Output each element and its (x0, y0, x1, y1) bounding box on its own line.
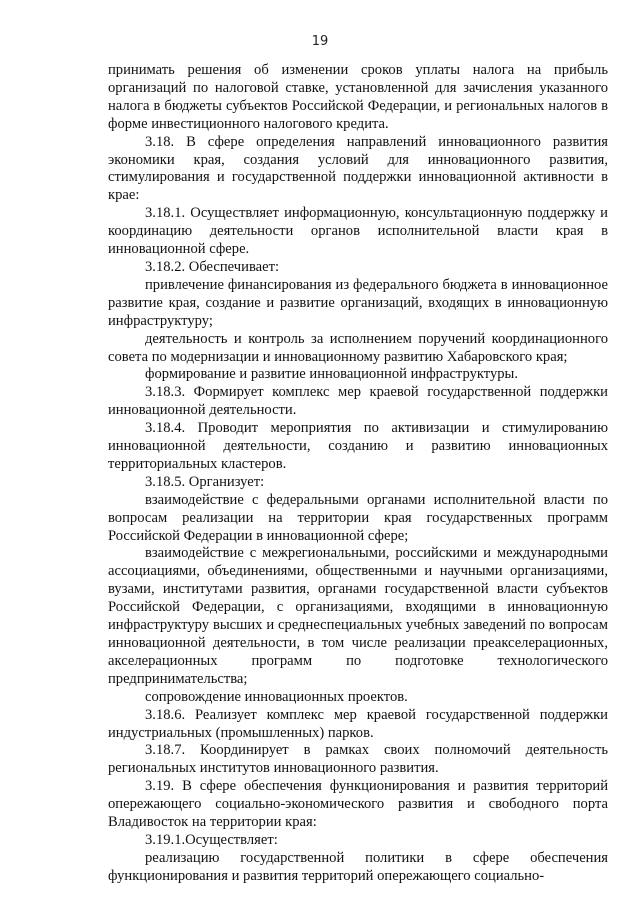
list-item: формирование и развитие инновационной инфраструктуры. (145, 366, 519, 383)
paragraph-continuation: принимать решения об изменении сроков уплаты налога на прибыль организаций по налоговой ставке, установленной для зачисления указанного налога в бюджеты субъектов Российской Федерации, и региональных налогов в форме инвестиционного налогового кредита. (108, 62, 608, 132)
paragraph-section-3-19: 3.19. В сфере обеспечения функционирования и развития территорий опережающего социально-экономического развития и свободного порта Владивосток на территории края: (108, 778, 608, 831)
paragraph-3-18-5: 3.18.5. Организует: (145, 473, 265, 490)
document-body (108, 62, 608, 886)
list-item: привлечение финансирования из федерального бюджета в инновационное развитие края, создание и развитие организаций, входящих в инновационную инфраструктуру; (108, 276, 608, 329)
paragraph-3-19-1: 3.19.1.Осуществляет: (145, 831, 278, 848)
list-item: деятельность и контроль за исполнением поручений координационного совета по модернизации и инновационному развитию Хабаровского края; (108, 330, 608, 365)
list-item: взаимодействие с федеральными органами исполнительной власти по вопросам реализации на территории края государственных программ Российской Федерации в инновационной сфере; (108, 491, 608, 544)
paragraph-3-18-2: 3.18.2. Обеспечивает: (145, 258, 280, 275)
paragraph-3-18-7: 3.18.7. Координирует в рамках своих полномочий деятельность региональных институтов инновационного развития. (108, 742, 608, 777)
list-item: взаимодействие с межрегиональными, российскими и международными ассоциациями, объединениями, общественными и научными организациями, вузами, институтами развития, органами государственной власти субъектов Российской Федерации, с организациями, входящими в инновационную инфраструктуру высших и среднеспециальных учебных заведений по вопросам инновационной деятельности, в том числе реализации преакселерационных, акселерационных программ по подготовке технологического предпринимательства; (108, 545, 608, 687)
paragraph-3-18-3: 3.18.3. Формирует комплекс мер краевой государственной поддержки инновационной деятельности. (108, 384, 608, 419)
paragraph-3-18-1: 3.18.1. Осуществляет информационную, консультационную поддержку и координацию деятельности органов исполнительной власти края в инновационной сфере. (108, 205, 608, 258)
paragraph-3-18-4: 3.18.4. Проводит мероприятия по активизации и стимулированию инновационной деятельности, созданию и развитию инновационных территориальных кластеров. (108, 420, 608, 472)
paragraph-3-18-6: 3.18.6. Реализует комплекс мер краевой государственной поддержки индустриальных (промышленных) парков. (108, 706, 608, 741)
page-number: 19 (311, 34, 329, 49)
list-item: сопровождение инновационных проектов. (145, 688, 408, 705)
paragraph-section-3-18: 3.18. В сфере определения направлений инновационного развития экономики края, создания условий для инновационного развития, стимулирования и государственной поддержки инновационной активности в крае: (108, 133, 608, 204)
list-item: реализацию государственной политики в сфере обеспечения функционирования и развития территорий опережающего социально- (108, 849, 608, 884)
